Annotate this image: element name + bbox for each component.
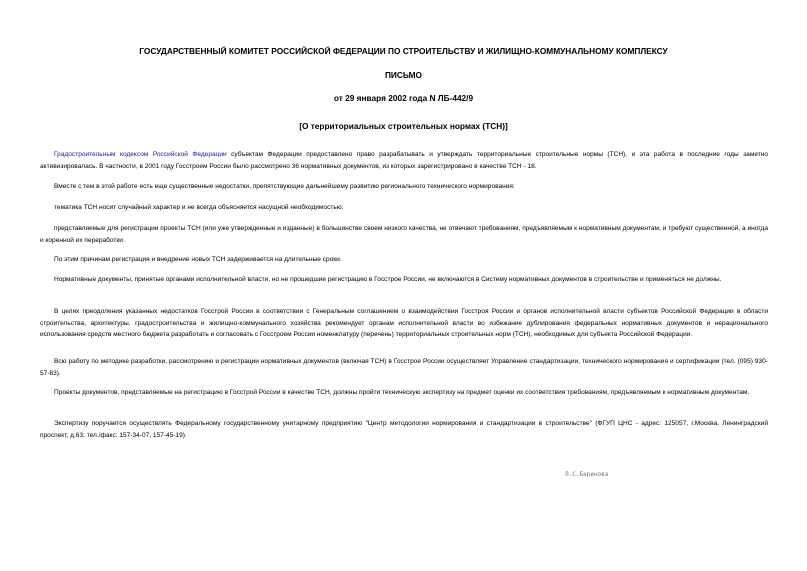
- paragraph-1-text: субъектам Федерации предоставлено право разрабатывать и утверждать территориальные строительные нормы (ТСН), и эта работа в последние годы заметно активизировалась. В частности, в 2001 году Госстроем России было рассмотрено 36 нормативных документов, из которых зарегистрировано в качестве ТСН - 18.: [40, 151, 768, 170]
- paragraph-6: [40, 274, 768, 286]
- signature: Л.С.Баринова: [565, 471, 609, 478]
- document-issuer: ГОСУДАРСТВЕННЫЙ КОМИТЕТ РОССИЙСКОЙ ФЕДЕРАЦИИ ПО СТРОИТЕЛЬСТВУ И ЖИЛИЩНО-КОММУНАЛЬНОМУ КОМПЛЕКСУ: [139, 46, 668, 56]
- document-date-number: от 29 января 2002 года N ЛБ-442/9: [333, 93, 474, 103]
- paragraph-8: [40, 356, 768, 379]
- paragraph-8-text: Всю работу по методике разработки, рассмотрению и регистрации нормативных документов (включая ТСН) в Госстрое России осуществляет Управление стандартизации, технического нормирования и сертификации (тел. (095) 930-57-83).: [40, 358, 768, 377]
- paragraph-4-text: представляемые для регистрации проекты ТСН (или уже утвержденные и изданные) в большинстве своем низкого качества, не отвечают требованиям, предъявляемым к нормативным документам, и требуют существенной, а иногда и коренной их переработки.: [40, 225, 768, 244]
- urban-planning-code-link[interactable]: Градостроительным кодексом Российской Федерации: [54, 151, 227, 158]
- document-subject: [О территориальных строительных нормах (ТСН)]: [299, 121, 508, 131]
- paragraph-7: [40, 306, 768, 341]
- paragraph-4: [40, 223, 768, 246]
- paragraph-6-text: Нормативные документы, принятые органами исполнительной власти, но не прошедшие регистрацию в Госстрое России, не включаются в Систему нормативных документов в строительстве и применяться не должны.: [54, 276, 722, 283]
- paragraph-9-text: Проекты документов, представляемые на регистрацию в Госстрой России в качестве ТСН, должны пройти техническую экспертизу на предмет оценки их соответствия требованиям, предъявляемым к нормативным документам.: [54, 389, 750, 396]
- paragraph-2: [40, 181, 768, 193]
- paragraph-5: [40, 254, 768, 266]
- paragraph-3: [40, 202, 768, 214]
- paragraph-5-text: По этим причинам регистрация и внедрение новых ТСН задерживается на длительные сроки.: [54, 256, 342, 263]
- document-type: ПИСЬМО: [384, 70, 423, 80]
- paragraph-7-text: В целях преодоления указанных недостатков Госстрой России в соответствии с Генеральным соглашением о взаимодействии Госстроя России и органов исполнительной власти субъектов Российской Федерации в области строительства, архитектуры, градостроительства и жилищно-коммунального хозяйства рекомендует органам исполнительной власти во избежание дублирования федеральных нормативных документов и нерационального использования средств местного бюджета разработать и согласовать с Госстроем России номенклатуру (перечень) территориальных строительных норм (ТСН), необходимых для субъекта Российской Федерации.: [40, 308, 768, 338]
- paragraph-10: [40, 418, 768, 441]
- paragraph-1: [40, 149, 768, 172]
- paragraph-3-text: тематика ТСН носит случайный характер и не всегда объясняется насущной необходимостью;: [54, 204, 344, 211]
- paragraph-2-text: Вместе с тем в этой работе есть еще существенные недостатки, препятствующие дальнейшему развитию регионального технического нормирования:: [54, 183, 515, 190]
- paragraph-9: [40, 387, 768, 399]
- paragraph-10-text: Экспертизу поручается осуществлять Федеральному государственному унитарному предприятию "Центр методологии нормирования и стандартизации в строительстве" (ФГУП ЦНС - адрес: 125057, г.Москва, Ленинградский проспект, д.63; тел./факс: 157-34-07, 157-45-19).: [40, 420, 768, 439]
